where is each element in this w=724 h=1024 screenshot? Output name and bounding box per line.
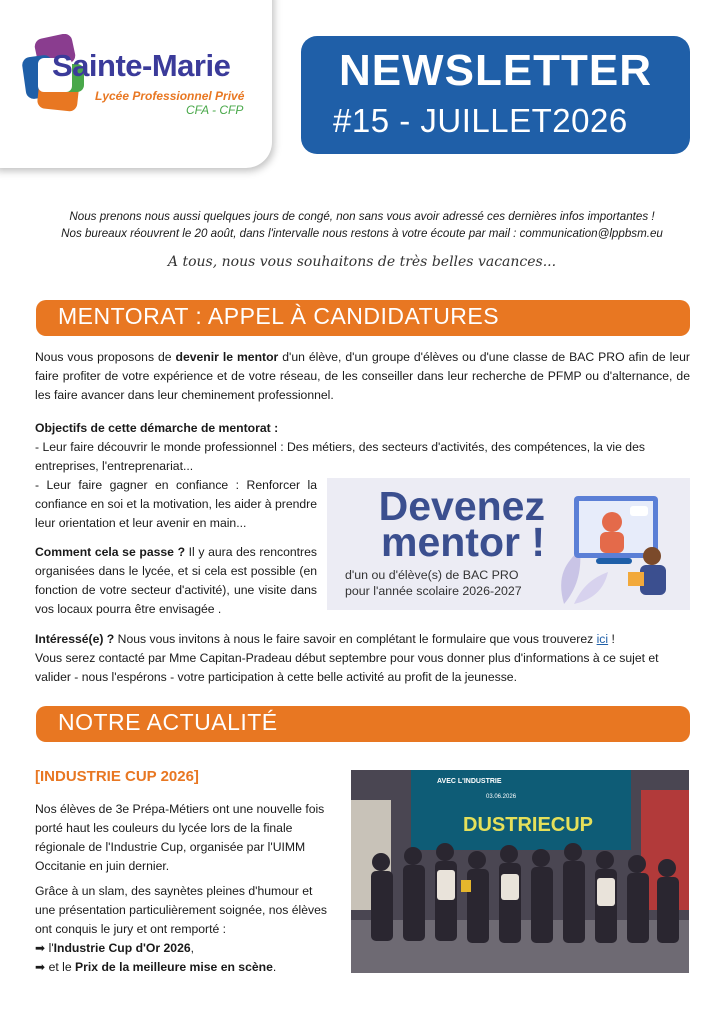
text-bold: devenir le mentor [175, 350, 279, 364]
award-2 [35, 958, 345, 977]
newsletter-banner [301, 36, 690, 154]
text-bold: Objectifs de cette démarche de mentorat : [35, 421, 279, 435]
text-bold: Industrie Cup d'Or 2026 [53, 941, 191, 955]
mentor-card-title-line: Devenez [378, 483, 545, 529]
logo-subtitle: Lycée Professionnel Privé [95, 89, 245, 103]
arrow-icon: ➡ [35, 960, 49, 974]
industrie-cup-photo [351, 770, 689, 973]
intro-line-1: Nous prenons nous aussi quelques jours de congé, non sans vous avoir adressé ces dernières infos importantes ! [69, 210, 655, 223]
mentor-card-subtitle: d'un ou d'élève(s) de BAC PRO [345, 568, 519, 582]
text-run: et le [48, 960, 76, 974]
objective-1: - Leur faire découvrir le monde professionnel : Des métiers, des secteurs d'activités, des compétences, la vie des entreprises, l'entreprenariat... [35, 440, 645, 473]
section-heading-label: MENTORAT : APPEL À CANDIDATURES [58, 303, 500, 329]
form-link[interactable]: ici [596, 632, 609, 646]
mentorat-intro [35, 348, 690, 405]
section-heading-actualite [36, 706, 690, 742]
text-run: l' [48, 941, 54, 955]
mentor-illustration-icon [552, 486, 684, 606]
text-bold: Intéressé(e) ? [35, 632, 115, 646]
screen-date-text: 03.06.2026 [486, 794, 517, 800]
how-it-works [35, 543, 317, 619]
mentor-card-title-line: mentor ! [381, 519, 545, 565]
mentor-card-subtitle: pour l'année scolaire 2026-2027 [345, 584, 522, 598]
group-photo-image [351, 770, 689, 973]
screen-title-text: DUSTRIECUP [463, 814, 594, 836]
article-paragraph-1: Nos élèves de 3e Prépa-Métiers ont une nouvelle fois porté haut les couleurs du lycée lors de la finale régionale de l'Industrie Cup, organisée par l'UIMM Occitanie en juin dernier. [35, 802, 325, 873]
text-run: Nous vous proposons de [35, 350, 176, 364]
screen-logo-text: AVEC L'INDUSTRIE [437, 778, 502, 785]
objective-2: - Leur faire gagner en confiance : Renforcer la confiance en soi et la motivation, les aider à prendre leur orientation et leur avenir en main... [35, 478, 317, 530]
intro-line-2: Nos bureaux réouvrent le 20 août, dans l'intervalle nous restons à votre écoute par mail : communication@lppbsm.eu [61, 227, 663, 240]
objectives-title [35, 419, 690, 438]
logo-name: Sainte-Marie [52, 48, 231, 83]
award-1 [35, 939, 345, 958]
mentor-promo-card [327, 478, 690, 610]
newsletter-title: NEWSLETTER [338, 46, 653, 95]
logo-tag: CFA - CFP [186, 103, 244, 117]
vacation-wish: A tous, nous vous souhaitons de très belles vacances... [167, 254, 557, 270]
text-run: . [272, 960, 277, 974]
text-bold: Prix de la meilleure mise en scène [75, 960, 273, 974]
arrow-icon: ➡ [35, 941, 49, 955]
text-run: Nous vous invitons à nous le faire savoir en complétant le formulaire que vous trouverez [114, 632, 597, 646]
section-heading-label: NOTRE ACTUALITÉ [58, 709, 278, 735]
issue-number: #15 - JUILLET2026 [333, 102, 628, 139]
interest-line [35, 630, 690, 649]
contact-paragraph: Vous serez contacté par Mme Capitan-Pradeau début septembre pour vous donner plus d'informations à ce sujet et valider - nous l'espérons - votre participation à cette belle activité au profit de la jeunesse. [35, 651, 659, 684]
logo-card [0, 0, 272, 168]
text-bold: Comment cela se passe ? [35, 545, 186, 559]
article-subheading: [INDUSTRIE CUP 2026] [35, 768, 199, 785]
text-run: Il y aura des rencontres organisées dans le lycée, et si cela est possible (en fonction de votre secteur d'activité), une visite dans vos locaux pourra être envisagée . [35, 545, 317, 616]
article-paragraph-2: Grâce à un slam, des saynètes pleines d'humour et une présentation particulièrement soignée, nos élèves ont conquis le jury et ont remporté : [35, 884, 328, 936]
text-run: , [190, 941, 195, 955]
section-heading-mentorat [36, 300, 690, 336]
text-run: ! [608, 632, 615, 646]
mentor-card-title [347, 483, 545, 565]
text-run: d'un élève, d'un groupe d'élèves ou d'une classe de BAC PRO afin de leur faire profiter de votre expérience et de votre réseau, de les conseiller dans leur recherche de PFMP ou d'alternance, de les faire avancer dans leur cheminement professionnel. [35, 350, 690, 402]
